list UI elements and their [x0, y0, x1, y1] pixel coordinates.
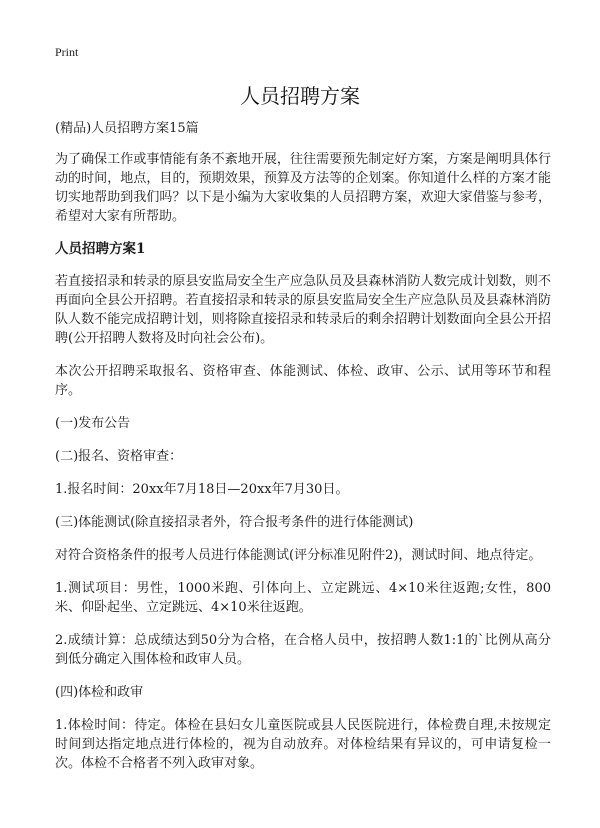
- paragraph: 1.报名时间：20xx年7月18日—20xx年7月30日。: [55, 482, 349, 497]
- paragraph: 1.体检时间：待定。体检在县妇女儿童医院或县人民医院进行，体检费自理,未按规定时间到达指定地点进行体检的，视为自动放弃。对体检结果有异议的，可申请复检一次。体检不合格者不列入政审对象。: [55, 718, 551, 771]
- paragraph: 若直接招录和转录的原县安监局安全生产应急队员及县森林消防人数完成计划数，则不再面向全县公开招聘。若直接招录和转录的原县安监局安全生产应急队员及县森林消防队人数不能完成招聘计划，则将除直接招录和转录后的剩余招聘计划数面向全县公开招聘(公开招聘人数将及时向社会公布)。: [55, 274, 551, 346]
- paragraph: 对符合资格条件的报考人员进行体能测试(评分标准见附件2)，测试时间、地点待定。: [55, 548, 542, 563]
- paragraph: 本次公开招聘采取报名、资格审查、体能测试、体检、政审、公示、试用等环节和程序。: [55, 364, 551, 398]
- paragraph: 1.测试项目：男性，1000米跑、引体向上、立定跳远、4×10米往返跑;女性，800米、仰卧起坐、立定跳远、4×10米往返跑。: [55, 581, 551, 615]
- paragraph: 2.成绩计算：总成绩达到50分为合格，在合格人员中，按招聘人数1:1的`比例从高分到低分确定入围体检和政审人员。: [55, 633, 551, 667]
- page-title: 人员招聘方案: [240, 84, 360, 108]
- paragraph: (三)体能测试(除直接招录者外，符合报考条件的进行体能测试): [55, 515, 414, 530]
- intro-paragraph: 为了确保工作或事情能有条不紊地开展，往往需要预先制定好方案，方案是阐明具体行动的时间，地点，目的，预期效果，预算及方法等的企划案。你知道什么样的方案才能切实地帮助到我们吗？以下是小编为大家收集的人员招聘方案，欢迎大家借鉴与参考，希望对大家有所帮助。: [55, 152, 551, 224]
- document-body: [55, 119, 551, 773]
- paragraph: (一)发布公告: [55, 416, 131, 431]
- paragraph: (二)报名、资格审查：: [55, 449, 183, 464]
- document-subtitle: (精品)人员招聘方案15篇: [55, 121, 199, 136]
- paragraph: (四)体检和政审: [55, 685, 144, 700]
- print-link[interactable]: Print: [55, 45, 79, 59]
- section-heading: 人员招聘方案1: [55, 241, 146, 257]
